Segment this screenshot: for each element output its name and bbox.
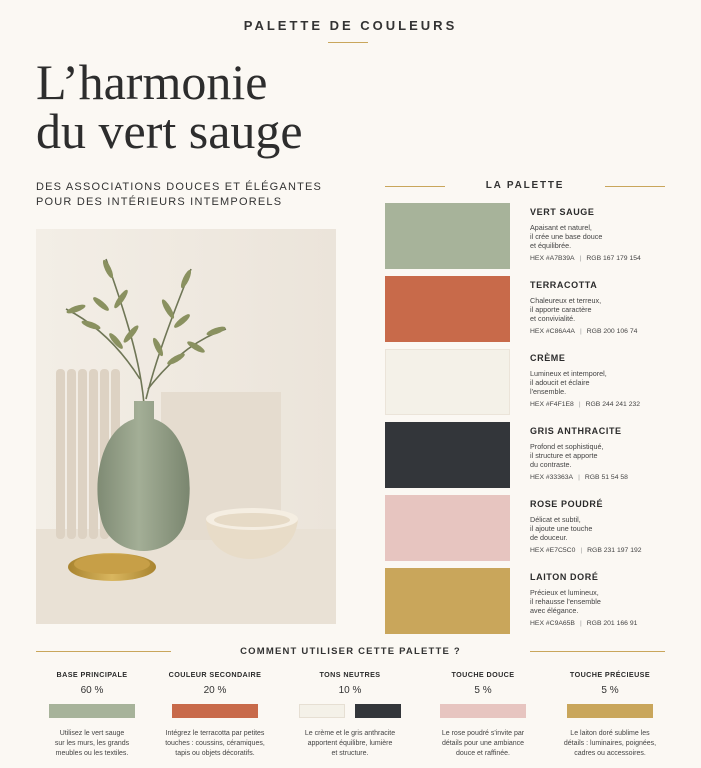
palette-color-row <box>385 276 665 349</box>
rgb-value: 51 54 58 <box>601 474 628 481</box>
hex-value: #C9A65B <box>545 620 575 627</box>
usage-swatch <box>299 704 345 718</box>
rgb-value: 167 179 154 <box>603 255 641 262</box>
color-info <box>530 280 670 335</box>
subtitle-line-1: DES ASSOCIATIONS DOUCES ET ÉLÉGANTES <box>36 181 323 193</box>
color-info <box>530 572 670 627</box>
interior-photo <box>36 229 336 624</box>
color-codes <box>530 620 670 627</box>
color-description-line: l'ensemble. <box>530 387 567 396</box>
usage-description <box>155 729 275 759</box>
usage-description-line: Le laiton doré sublime les <box>570 730 650 737</box>
color-description <box>530 442 670 470</box>
palette-color-row <box>385 203 665 276</box>
rgb-label: RGB <box>587 547 602 554</box>
page-subtitle <box>36 180 336 210</box>
usage-description-line: tapis ou objets décoratifs. <box>175 750 255 757</box>
color-swatch <box>385 422 510 488</box>
code-separator: | <box>579 328 582 335</box>
usage-swatch <box>49 704 135 718</box>
usage-description-line: Intégrez le terracotta par petites <box>165 730 265 737</box>
title-line-1: L’harmonie <box>36 54 268 110</box>
usage-description-line: Utilisez le vert sauge <box>59 730 125 737</box>
usage-description-line: douce et raffinée. <box>456 750 510 757</box>
usage-description <box>423 729 543 759</box>
code-separator: | <box>580 547 583 554</box>
color-codes <box>530 401 670 408</box>
color-description-line: il ajoute une touche <box>530 524 593 533</box>
color-info <box>530 207 670 262</box>
hex-label: HEX <box>530 620 544 627</box>
color-codes <box>530 474 670 481</box>
color-description-line: il crée une base douce <box>530 232 603 241</box>
usage-title: TONS NEUTRES <box>319 670 381 679</box>
code-separator: | <box>579 255 582 262</box>
subtitle-line-2: POUR DES INTÉRIEURS INTEMPORELS <box>36 196 283 208</box>
palette-heading-text: LA PALETTE <box>485 180 565 191</box>
usage-percent: 5 % <box>601 685 619 696</box>
color-description-line: avec élégance. <box>530 606 579 615</box>
color-description-line: de douceur. <box>530 533 568 542</box>
color-info <box>530 426 670 481</box>
color-name: CRÈME <box>530 353 566 363</box>
usage-description-line: sur les murs, les grands <box>54 740 130 747</box>
code-separator: | <box>579 620 582 627</box>
color-swatch <box>385 203 510 269</box>
color-codes <box>530 255 670 262</box>
palette-heading-rule-right <box>605 186 665 187</box>
usage-description-line: Le crème et le gris anthracite <box>304 730 396 737</box>
usage-column <box>545 670 675 759</box>
usage-heading <box>36 644 665 660</box>
usage-description-line: détails : luminaires, poignées, <box>563 740 657 747</box>
usage-percent: 5 % <box>474 685 492 696</box>
hex-value: #C86A4A <box>545 328 575 335</box>
color-swatch <box>385 276 510 342</box>
color-swatch <box>385 495 510 561</box>
color-description <box>530 223 670 251</box>
page-kicker: PALETTE DE COULEURS <box>243 18 458 33</box>
hex-label: HEX <box>530 255 544 262</box>
usage-column <box>150 670 280 759</box>
rgb-label: RGB <box>584 474 600 481</box>
color-description <box>530 515 670 543</box>
hex-label: HEX <box>530 401 544 408</box>
palette-heading <box>385 178 665 196</box>
usage-percent: 60 % <box>80 685 104 696</box>
hex-label: HEX <box>530 328 544 335</box>
color-swatch <box>385 568 510 634</box>
rgb-label: RGB <box>586 620 602 627</box>
usage-column <box>418 670 548 759</box>
usage-description-line: détails pour une ambiance <box>441 740 525 747</box>
hex-value: #A7B39A <box>545 255 575 262</box>
usage-title: COULEUR SECONDAIRE <box>168 670 262 679</box>
usage-description-line: Le rose poudré s'invite par <box>441 730 525 737</box>
usage-column <box>285 670 415 759</box>
color-name: TERRACOTTA <box>530 280 598 290</box>
usage-description <box>290 729 410 759</box>
color-description-line: Lumineux et intemporel, <box>530 369 607 378</box>
palette-color-row <box>385 568 665 641</box>
color-description-line: il adoucit et éclaire <box>530 378 590 387</box>
color-description-line: Délicat et subtil, <box>530 515 581 524</box>
color-description-line: il apporte caractère <box>530 305 592 314</box>
usage-description-line: apportent équilibre, lumière <box>307 740 393 747</box>
color-info <box>530 499 670 554</box>
color-description <box>530 369 670 397</box>
usage-swatch <box>355 704 401 718</box>
hex-value: #E7C5C0 <box>545 547 576 554</box>
palette-color-row <box>385 349 665 422</box>
color-description <box>530 296 670 324</box>
page-title <box>36 54 376 159</box>
color-name: GRIS ANTHRACITE <box>530 426 622 436</box>
usage-swatch <box>440 704 526 718</box>
rgb-value: 244 241 232 <box>602 401 641 408</box>
usage-heading-text: COMMENT UTILISER CETTE PALETTE ? <box>240 646 461 657</box>
usage-description-line: touches : coussins, céramiques, <box>165 740 265 747</box>
palette-list <box>385 203 665 641</box>
color-swatch <box>385 349 510 415</box>
usage-swatches <box>285 704 415 718</box>
usage-swatch <box>172 704 258 718</box>
usage-description-line: et structure. <box>331 750 369 757</box>
usage-column <box>27 670 157 759</box>
usage-percent: 10 % <box>338 685 362 696</box>
color-description-line: du contraste. <box>530 460 572 469</box>
color-name: ROSE POUDRÉ <box>530 499 604 509</box>
kicker-divider <box>328 42 368 43</box>
hex-value: #33363A <box>545 474 574 481</box>
color-description-line: il rehausse l'ensemble <box>530 597 601 606</box>
usage-description <box>32 729 152 759</box>
color-info <box>530 353 670 408</box>
color-codes <box>530 328 670 335</box>
usage-percent: 20 % <box>203 685 227 696</box>
usage-description-line: meubles ou les textiles. <box>55 750 129 757</box>
rgb-value: 200 106 74 <box>603 328 638 335</box>
color-codes <box>530 547 670 554</box>
palette-color-row <box>385 422 665 495</box>
color-description-line: Profond et sophistiqué, <box>530 442 604 451</box>
color-description-line: il structure et apporte <box>530 451 598 460</box>
color-name: VERT SAUGE <box>530 207 595 217</box>
rgb-label: RGB <box>586 255 602 262</box>
color-description-line: Chaleureux et terreux, <box>530 296 602 305</box>
rgb-value: 231 197 192 <box>603 547 642 554</box>
color-description-line: Apaisant et naturel, <box>530 223 592 232</box>
usage-description <box>550 729 670 759</box>
hex-label: HEX <box>530 474 544 481</box>
usage-title: TOUCHE DOUCE <box>451 670 515 679</box>
color-description-line: Précieux et lumineux, <box>530 588 599 597</box>
usage-swatch <box>567 704 653 718</box>
hex-value: #F4F1E8 <box>545 401 574 408</box>
title-line-2: du vert sauge <box>36 103 303 159</box>
code-separator: | <box>578 474 580 481</box>
color-name: LAITON DORÉ <box>530 572 599 582</box>
color-description-line: et convivialité. <box>530 314 576 323</box>
usage-title: TOUCHE PRÉCIEUSE <box>569 670 651 679</box>
hex-label: HEX <box>530 547 544 554</box>
usage-description-line: cadres ou accessoires. <box>574 750 646 757</box>
color-description <box>530 588 670 616</box>
color-description-line: et équilibrée. <box>530 241 572 250</box>
usage-title: BASE PRINCIPALE <box>56 670 128 679</box>
palette-color-row <box>385 495 665 568</box>
rgb-label: RGB <box>585 401 601 408</box>
rgb-label: RGB <box>586 328 602 335</box>
usage-heading-rule-right <box>530 651 665 652</box>
code-separator: | <box>578 401 581 408</box>
rgb-value: 201 166 91 <box>603 620 638 627</box>
